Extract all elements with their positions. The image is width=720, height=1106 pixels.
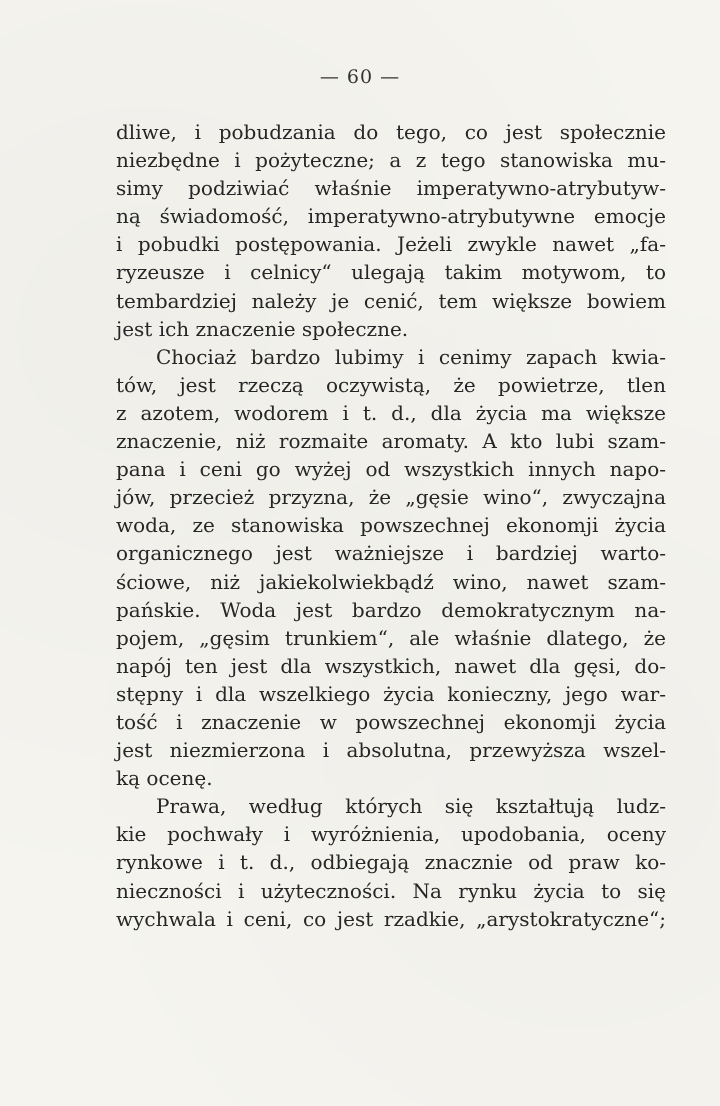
text-line: pańskie. Woda jest bardzo demokratycznym na-: [116, 597, 666, 622]
text-line: ryzeusze i celnicy“ ulegają takim motywom, to: [116, 260, 666, 285]
text-line: tość i znaczenie w powszechnej ekonomji życia: [116, 709, 666, 734]
paragraph-1: [116, 118, 666, 343]
text-line: pojem, „gęsim trunkiem“, ale właśnie dlatego, że: [116, 625, 666, 650]
text-line: wychwala i ceni, co jest rzadkie, „arystokratyczne“;: [116, 906, 666, 931]
text-line: napój ten jest dla wszystkich, nawet dla gęsi, do-: [116, 653, 666, 678]
text-line: tembardziej należy je cenić, tem większe bowiem: [116, 288, 666, 313]
text-line: tów, jest rzeczą oczywistą, że powietrze, tlen: [116, 372, 666, 397]
text-line: rynkowe i t. d., odbiegają znacznie od praw ko-: [116, 850, 666, 875]
paragraph-2: [116, 343, 666, 793]
text-line: jów, przecież przyzna, że „gęsie wino“, zwyczajna: [116, 485, 666, 510]
text-line: simy podziwiać właśnie imperatywno-atrybutyw-: [116, 176, 666, 201]
text-line: niezbędne i pożyteczne; a z tego stanowiska mu-: [116, 148, 666, 173]
text-line: pana i ceni go wyżej od wszystkich innych napo-: [116, 457, 666, 482]
text-line: jest ich znaczenie społeczne.: [116, 316, 409, 341]
body-text: [116, 118, 666, 933]
paragraph-3: [116, 792, 666, 932]
text-line: Chociaż bardzo lubimy i cenimy zapach kwia-: [156, 344, 666, 369]
text-line: jest niezmierzona i absolutna, przewyższa wszel-: [116, 738, 666, 763]
text-line: ną świadomość, imperatywno-atrybutywne emocje: [116, 204, 666, 229]
text-line: ściowe, niż jakiekolwiekbądź wino, nawet szam-: [116, 569, 666, 594]
text-line: ką ocenę.: [116, 766, 213, 791]
text-line: Prawa, według których się kształtują ludz-: [156, 794, 666, 819]
text-line: organicznego jest ważniejsze i bardziej warto-: [116, 541, 666, 566]
text-line: dliwe, i pobudzania do tego, co jest społecznie: [116, 120, 666, 144]
text-line: znaczenie, niż rozmaite aromaty. A kto lubi szam-: [116, 429, 666, 454]
text-line: z azotem, wodorem i t. d., dla życia ma większe: [116, 400, 666, 425]
text-line: stępny i dla wszelkiego życia konieczny, jego war-: [116, 681, 666, 706]
text-line: kie pochwały i wyróżnienia, upodobania, oceny: [116, 822, 666, 847]
text-line: woda, ze stanowiska powszechnej ekonomji życia: [116, 513, 666, 538]
text-line: nieczności i użyteczności. Na rynku życia to się: [116, 878, 666, 903]
page-number: — 60 —: [319, 66, 401, 88]
text-line: i pobudki postępowania. Jeżeli zwykle nawet „fa-: [116, 232, 666, 257]
